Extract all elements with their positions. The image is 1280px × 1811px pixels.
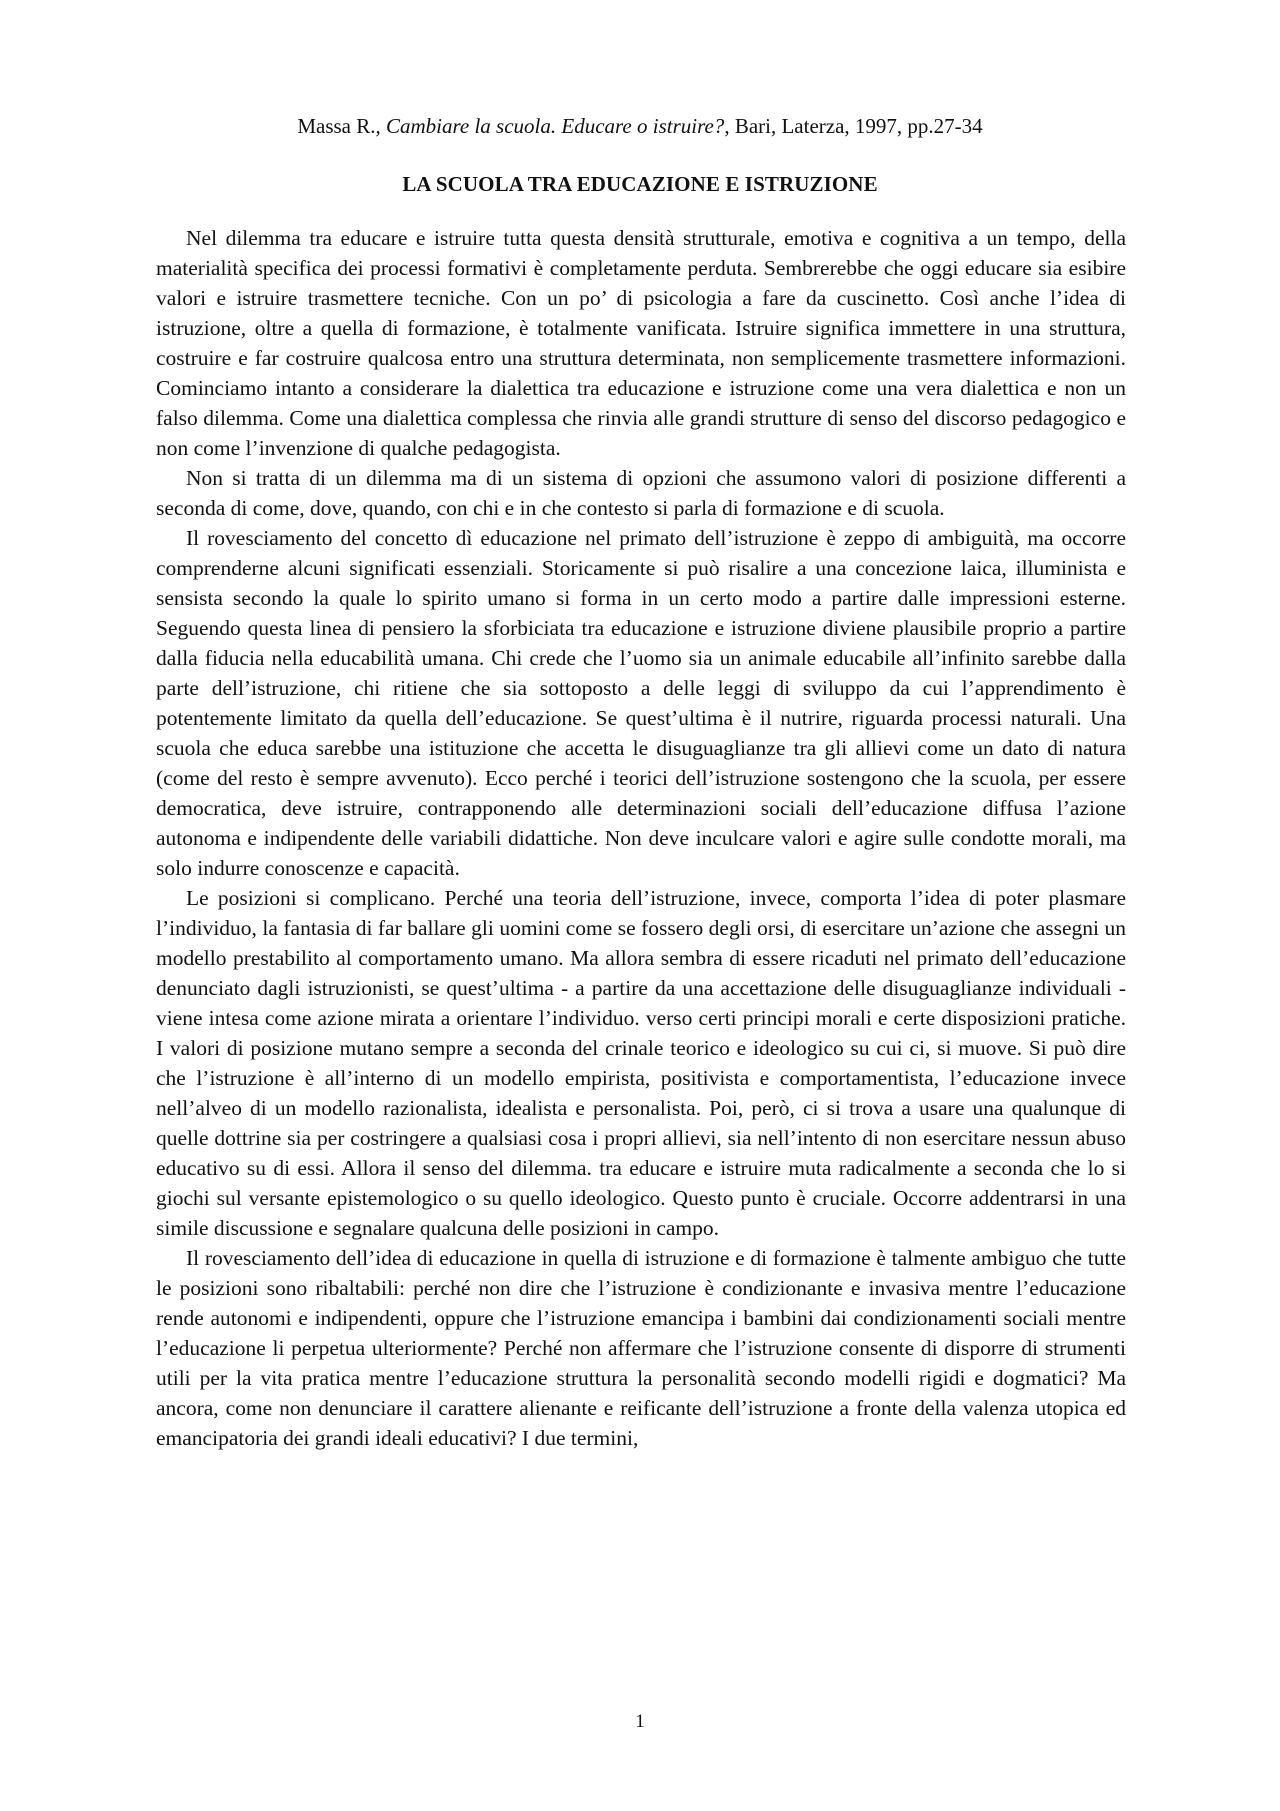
- paragraph: Il rovesciamento dell’idea di educazione in quella di istruzione e di formazione è talmente ambiguo che tutte le posizioni sono ribaltabili: perché non dire che l’istruzione è condizionante e invasiva mentre l’educazione rende autonomi e indipendenti, oppure che l’istruzione emancipa i bambini dai condizionamenti sociali mentre l’educazione li perpetua ulteriormente? Perché non affermare che l’istruzione consente di disporre di strumenti utili per la vita pratica mentre l’educazione struttura la personalità secondo modelli rigidi e dogmatici? Ma ancora, come non denunciare il carattere alienante e reificante dell’istruzione a fronte della valenza utopica ed emancipatoria dei grandi ideali educativi? I due termini,: [156, 1246, 1126, 1450]
- paragraph: Le posizioni si complicano. Perché una teoria dell’istruzione, invece, comporta l’idea di poter plasmare l’individuo, la fantasia di far ballare gli uomini come se fossero degli orsi, di esercitare un’azione che assegni un modello prestabilito al comportamento umano. Ma allora sembra di essere ricaduti nel primato dell’educazione denunciato dagli istruzionisti, se quest’ultima - a partire da una accettazione delle disuguaglianze individuali - viene intesa come azione mirata a orientare l’individuo. verso certi principi morali e certe disposizioni pratiche. I valori di posizione mutano sempre a seconda del crinale teorico e ideologico su cui ci, si muove. Si può dire che l’istruzione è all’interno di un modello empirista, positivista e comportamentista, l’educazione invece nell’alveo di un modello razionalista, idealista e personalista. Poi, però, ci si trova a usare una qualunque di quelle dottrine sia per costringere a qualsiasi cosa i propri allievi, sia nell’intento di non esercitare nessun abuso educativo su di essi. Allora il senso del dilemma. tra educare e istruire muta radicalmente a seconda che lo si giochi sul versante epistemologico o su quello ideologico. Questo punto è cruciale. Occorre addentrarsi in una simile discussione e segnalare qualcuna delle posizioni in campo.: [156, 886, 1126, 1240]
- paragraph: Il rovesciamento del concetto dì educazione nel primato dell’istruzione è zeppo di ambiguità, ma occorre comprenderne alcuni significati essenziali. Storicamente si può risalire a una concezione laica, illuminista e sensista secondo la quale lo spirito umano si forma in un certo modo a partire dalle impressioni esterne. Seguendo questa linea di pensiero la sforbiciata tra educazione e istruzione diviene plausibile proprio a partire dalla fiducia nella educabilità umana. Chi crede che l’uomo sia un animale educabile all’infinito sarebbe dalla parte dell’istruzione, chi ritiene che sia sottoposto a delle leggi di sviluppo da cui l’apprendimento è potentemente limitato da quella dell’educazione. Se quest’ultima è il nutrire, riguarda processi naturali. Una scuola che educa sarebbe una istituzione che accetta le disuguaglianze tra gli allievi come un dato di natura (come del resto è sempre avvenuto). Ecco perché i teorici dell’istruzione sostengono che la scuola, per essere democratica, deve istruire, contrapponendo alle determinazioni sociali dell’educazione diffusa l’azione autonoma e indipendente delle variabili didattiche. Non deve inculcare valori e agire sulle condotte morali, ma solo indurre conoscenze e capacità.: [156, 526, 1126, 880]
- paragraph: Nel dilemma tra educare e istruire tutta questa densità strutturale, emotiva e cognitiva a un tempo, della materialità specifica dei processi formativi è completamente perduta. Sembrerebbe che oggi educare sia esibire valori e istruire trasmettere tecniche. Con un po’ di psicologia a fare da cuscinetto. Così anche l’idea di istruzione, oltre a quella di formazione, è totalmente vanificata. Istruire significa immettere in una struttura, costruire e far costruire qualcosa entro una struttura determinata, non semplicemente trasmettere informazioni. Cominciamo intanto a considerare la dialettica tra educazione e istruzione come una vera dialettica e non un falso dilemma. Come una dialettica complessa che rinvia alle grandi strutture di senso del discorso pedagogico e non come l’invenzione di qualche pedagogista.: [156, 226, 1126, 460]
- citation-author: Massa R.,: [297, 114, 386, 138]
- document-body: [156, 223, 1126, 1453]
- bibliographic-citation: [0, 112, 1280, 140]
- citation-publication: , Bari, Laterza, 1997, pp.27-34: [724, 114, 983, 138]
- document-title: LA SCUOLA TRA EDUCAZIONE E ISTRUZIONE: [402, 172, 878, 196]
- paragraph: Non si tratta di un dilemma ma di un sistema di opzioni che assumono valori di posizione differenti a seconda di come, dove, quando, con chi e in che contesto si parla di formazione e di scuola.: [156, 466, 1126, 520]
- page-number: 1: [635, 1711, 645, 1732]
- citation-work-title: Cambiare la scuola. Educare o istruire?: [386, 114, 725, 138]
